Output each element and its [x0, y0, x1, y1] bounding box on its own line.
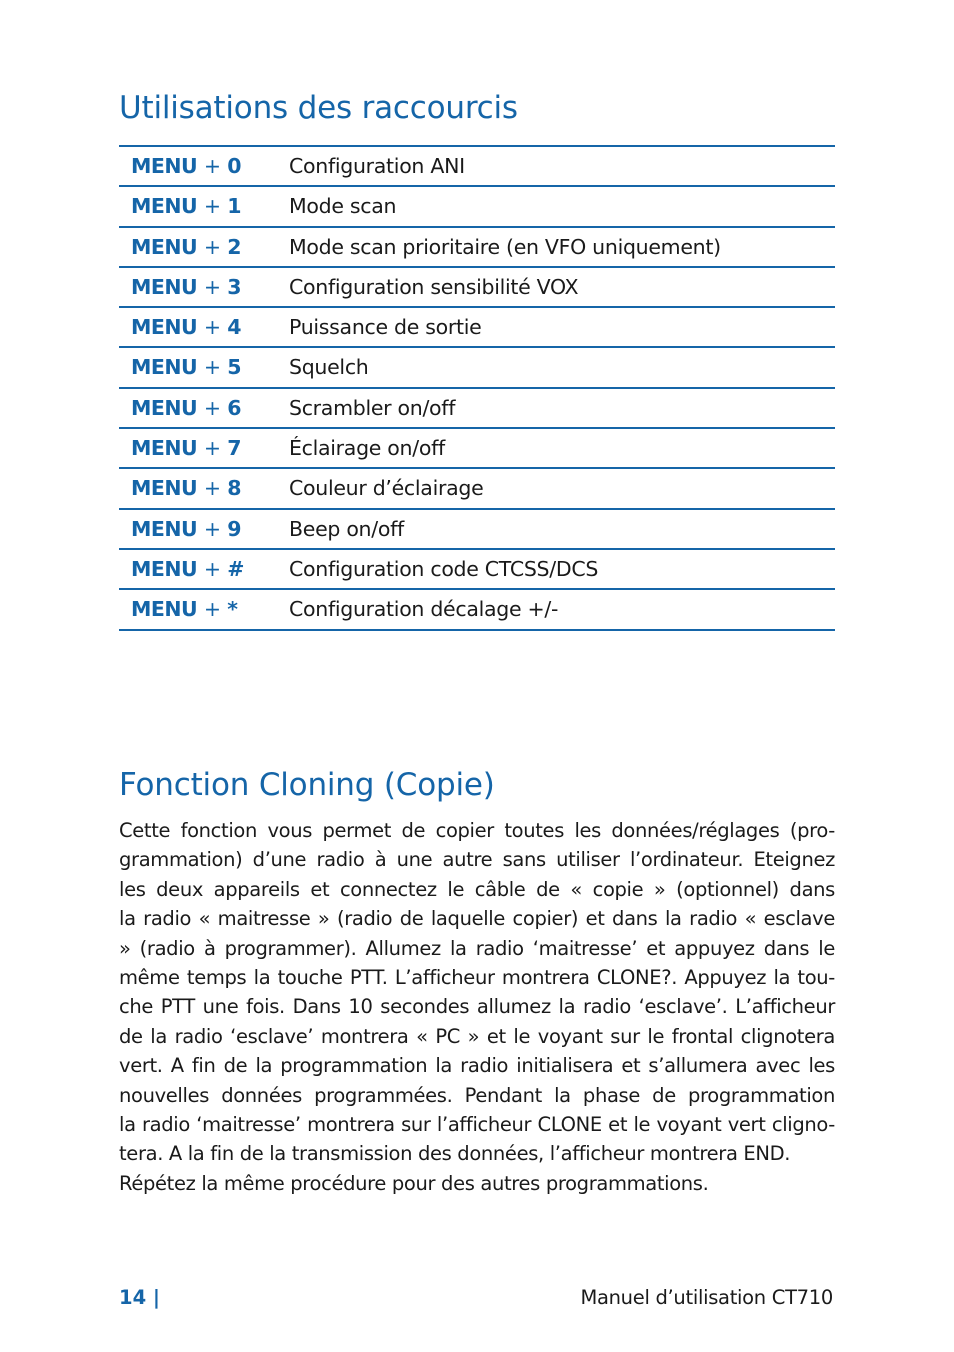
- table-row: [119, 228, 835, 268]
- page-number: 14 |: [119, 1286, 161, 1309]
- shortcut-description: Mode scan: [289, 194, 397, 219]
- shortcut-description: Configuration sensibilité VOX: [289, 274, 579, 299]
- shortcut-description: Beep on/off: [289, 516, 404, 541]
- table-row: [119, 187, 835, 227]
- paragraph-line: tera. A la fin de la transmission des données, l’afficheur montrera END.: [119, 1142, 791, 1166]
- table-row: [119, 429, 835, 469]
- table-row: [119, 469, 835, 509]
- page-footer: [119, 1284, 833, 1312]
- shortcut-key: MENU + 8: [131, 476, 241, 501]
- cloning-paragraph: [119, 816, 835, 1198]
- shortcut-description: Scrambler on/off: [289, 395, 456, 420]
- paragraph-line: les deux appareils et connectez le câble de « copie » (optionnel) dans: [119, 877, 835, 901]
- table-row: [119, 389, 835, 429]
- table-row: [119, 590, 835, 630]
- shortcut-description: Couleur d’éclairage: [289, 476, 484, 501]
- manual-title: Manuel d’utilisation CT710: [580, 1286, 833, 1309]
- shortcut-key: MENU + 0: [131, 154, 241, 178]
- shortcut-description: Configuration code CTCSS/DCS: [289, 556, 599, 581]
- paragraph-line: » (radio à programmer). Allumez la radio ‘maitresse’ et appuyez dans le: [119, 936, 835, 960]
- shortcut-description: Configuration décalage +/-: [289, 597, 559, 622]
- shortcuts-section-title: Utilisations des raccourcis: [119, 90, 518, 126]
- shortcut-key: MENU + 4: [131, 315, 241, 340]
- table-row: [119, 348, 835, 388]
- shortcut-description: Configuration ANI: [289, 154, 465, 178]
- paragraph-line: même temps la touche PTT. L’afficheur montrera CLONE?. Appuyez la tou-: [119, 965, 835, 989]
- shortcut-description: Mode scan prioritaire (en VFO uniquement): [289, 234, 721, 259]
- shortcut-key: MENU + *: [131, 597, 238, 622]
- shortcut-description: Éclairage on/off: [289, 436, 445, 461]
- paragraph-line: la radio « maitresse » (radio de laquelle copier) et dans la radio « esclave: [119, 907, 835, 931]
- shortcut-key: MENU + #: [131, 556, 244, 581]
- shortcuts-table: [119, 145, 835, 631]
- paragraph-line: Répétez la même procédure pour des autres programmations.: [119, 1171, 709, 1195]
- table-row: [119, 550, 835, 590]
- paragraph-line: la radio ‘maitresse’ montrera sur l’afficheur CLONE et le voyant vert cligno-: [119, 1112, 835, 1136]
- shortcut-key: MENU + 5: [131, 355, 241, 380]
- shortcut-key: MENU + 7: [131, 436, 241, 461]
- paragraph-line: de la radio ‘esclave’ montrera « PC » et le voyant sur le frontal clignotera: [119, 1024, 835, 1048]
- shortcut-key: MENU + 6: [131, 395, 241, 420]
- paragraph-line: che PTT une fois. Dans 10 secondes allumez la radio ‘esclave’. L’afficheur: [119, 995, 835, 1019]
- paragraph-line: Cette fonction vous permet de copier toutes les données/réglages (pro-: [119, 819, 835, 842]
- shortcut-description: Puissance de sortie: [289, 315, 482, 340]
- table-row: [119, 147, 835, 187]
- cloning-section-title: Fonction Cloning (Copie): [119, 767, 495, 803]
- paragraph-line: nouvelles données programmées. Pendant la phase de programmation: [119, 1083, 835, 1107]
- shortcut-key: MENU + 2: [131, 234, 241, 259]
- shortcut-description: Squelch: [289, 355, 369, 380]
- table-row: [119, 268, 835, 308]
- table-row: [119, 510, 835, 550]
- paragraph-line: grammation) d’une radio à une autre sans utiliser l’ordinateur. Eteignez: [119, 848, 835, 872]
- paragraph-line: vert. A fin de la programmation la radio initialisera et s’allumera avec les: [119, 1054, 835, 1078]
- shortcut-key: MENU + 3: [131, 274, 241, 299]
- shortcut-key: MENU + 1: [131, 194, 241, 219]
- shortcut-key: MENU + 9: [131, 516, 241, 541]
- table-row: [119, 308, 835, 348]
